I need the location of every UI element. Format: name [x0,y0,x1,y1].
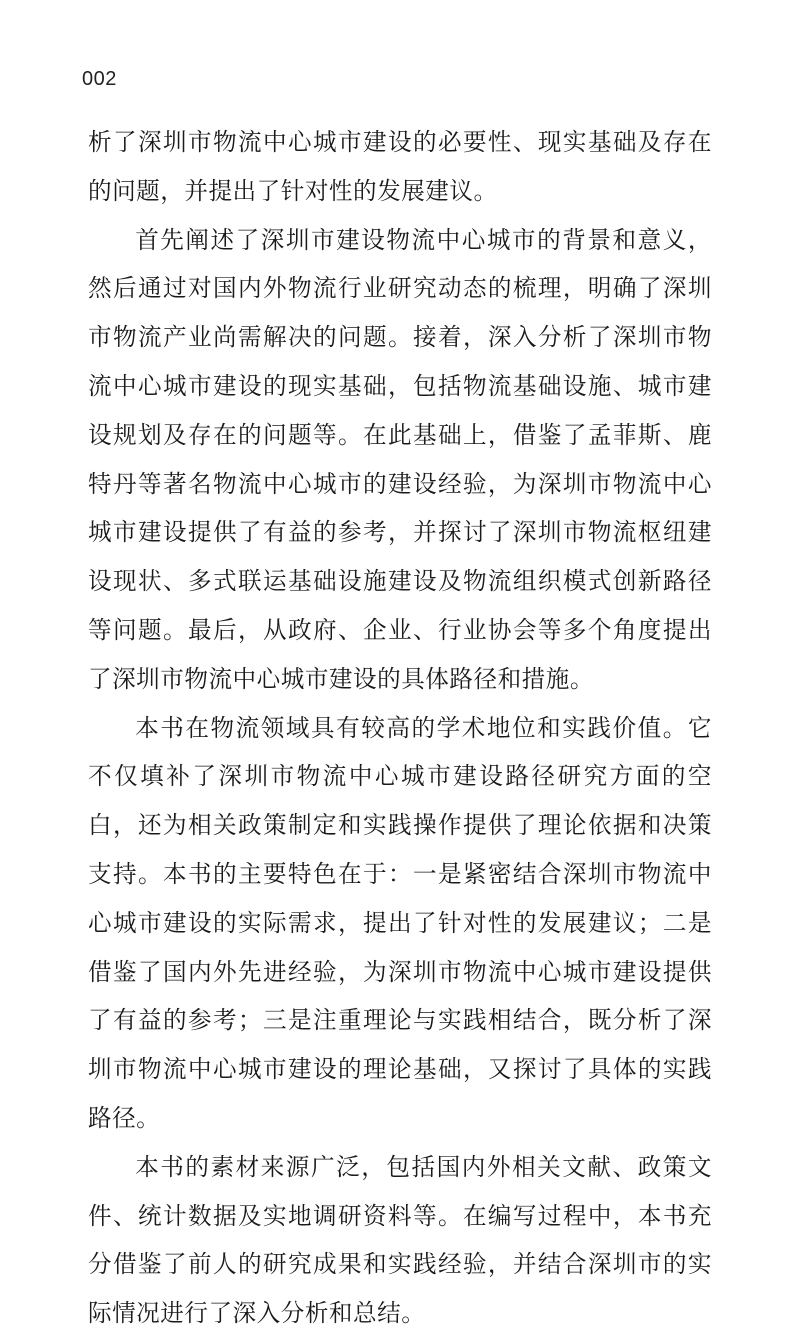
paragraph-continuation: 析了深圳市物流中心城市建设的必要性、现实基础及存在的问题，并提出了针对性的发展建议。 [88,128,712,205]
page-number: 002 [82,68,117,90]
paragraph-value-and-features: 本书在物流领域具有较高的学术地位和实践价值。它不仅填补了深圳市物流中心城市建设路径研究方面的空白，还为相关政策制定和实践操作提供了理论依据和决策支持。本书的主要特色在于：一是紧密结合深圳市物流中心城市建设的实际需求，提出了针对性的发展建议；二是借鉴了国内外先进经验，为深圳市物流中心城市建设提供了有益的参考；三是注重理论与实践相结合，既分析了深圳市物流中心城市建设的理论基础，又探讨了具体的实践路径。 [88,713,712,1132]
paragraph-sources: 本书的素材来源广泛，包括国内外相关文献、政策文件、统计数据及实地调研资料等。在编写过程中，本书充分借鉴了前人的研究成果和实践经验，并结合深圳市的实际情况进行了深入分析和总结。 [88,1152,712,1328]
paragraph-overview: 首先阐述了深圳市建设物流中心城市的背景和意义，然后通过对国内外物流行业研究动态的梳理，明确了深圳市物流产业尚需解决的问题。接着，深入分析了深圳市物流中心城市建设的现实基础，包括物流基础设施、城市建设规划及存在的问题等。在此基础上，借鉴了孟菲斯、鹿特丹等著名物流中心城市的建设经验，为深圳市物流中心城市建设提供了有益的参考，并探讨了深圳市物流枢纽建设现状、多式联运基础设施建设及物流组织模式创新路径等问题。最后，从政府、企业、行业协会等多个角度提出了深圳市物流中心城市建设的具体路径和措施。 [88,225,712,693]
